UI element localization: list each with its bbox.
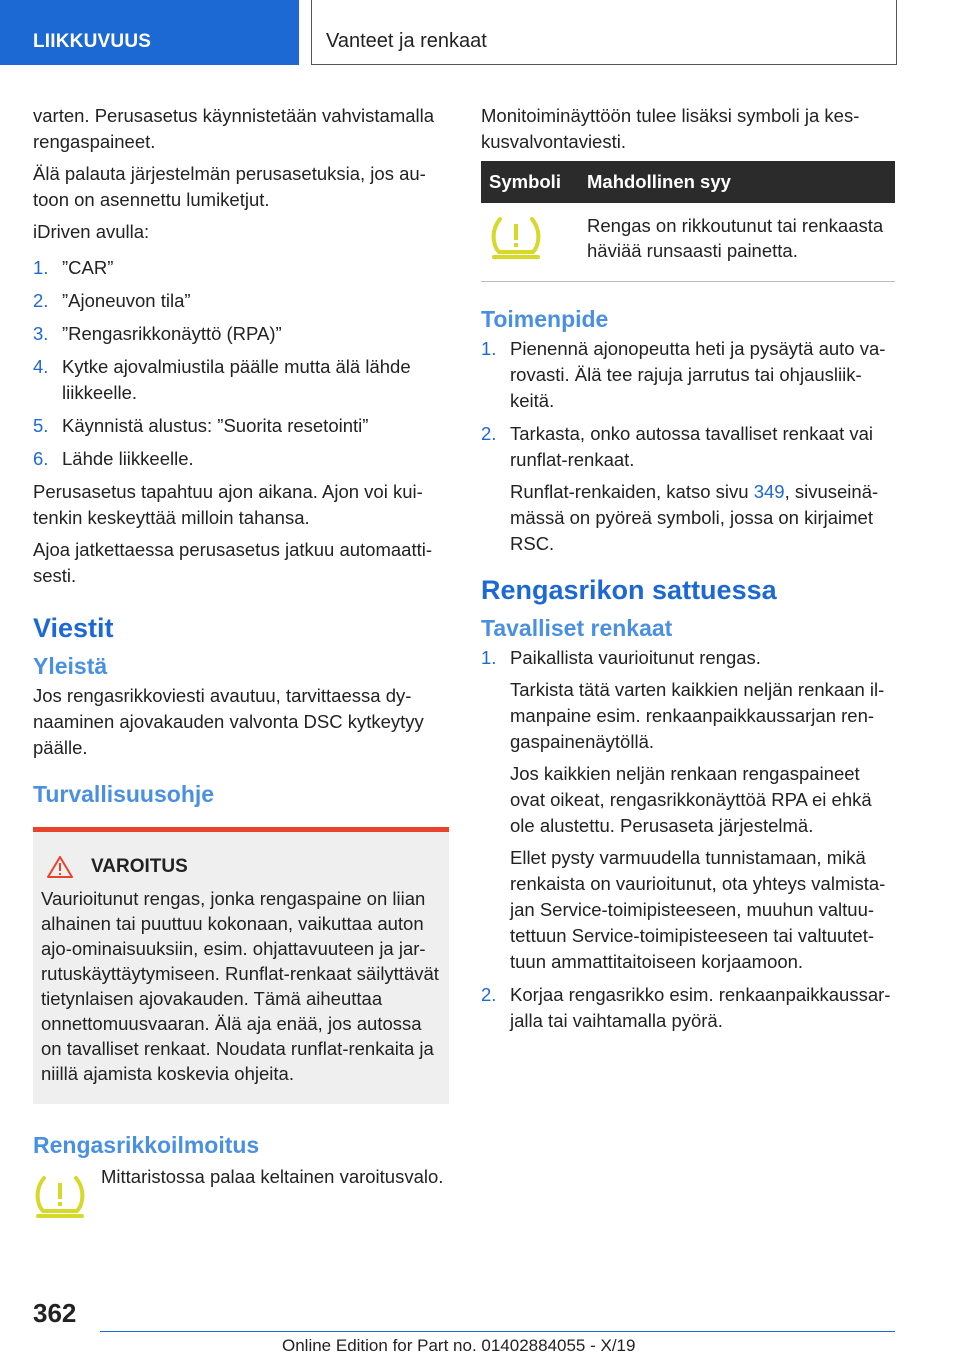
header-section-label: LIIKKUVUUS	[33, 31, 152, 52]
indicator-text: Mittaristossa palaa keltainen varoitusvalo.	[101, 1166, 444, 1187]
step-text: Pienennä ajonopeutta heti ja pysäytä auto varovasti. Älä tee rajuja jarrutus tai ohjausliikkeitä.	[510, 338, 886, 411]
list-item	[33, 354, 449, 406]
step-text: Käynnistä alustus: ”Suorita resetointi”	[62, 415, 369, 436]
list-item	[481, 982, 897, 1034]
step-subparagraph: Jos kaikkien neljän renkaan rengaspaineet ovat oikeat, rengasrikkonäyttöä RPA ei ehkä ole alustettu. Perusaseta järjestelmä.	[510, 763, 872, 836]
step-text: Lähde liikkeelle.	[62, 448, 194, 469]
heading-rengasrikon-sattuessa: Rengasrikon sattuessa	[481, 575, 777, 605]
subparagraph-text: Runflat-renkaiden, katso sivu	[510, 481, 754, 502]
step-number: 2.	[33, 290, 49, 311]
step-text: Paikallista vaurioitunut rengas.	[510, 647, 761, 668]
toimenpide-list	[481, 336, 897, 557]
warning-text: Vaurioitunut rengas, jonka rengaspaine on liian alhainen tai puuttuu kokonaan, vaikuttaa auton ajo-ominaisuuksiin, esim. ohjattavuuteen ja jarrutuskäyttäytymiseen. Runflat-renkaat säilyttävät tietynlaisen ajovakauden. Tämä aiheuttaa onnettomuusvaaran. Älä aja enää, jos autossa on tavalliset renkaat. Noudata runflat-renkaita ja niillä ajamista koskevia ohjeita.	[41, 888, 439, 1084]
list-item	[481, 421, 897, 557]
symbol-table	[481, 161, 895, 282]
idrive-steps-list	[33, 255, 449, 472]
list-item	[33, 255, 449, 281]
tire-pressure-warning-icon	[33, 1174, 87, 1218]
list-item	[33, 446, 449, 472]
table-cell-cause: Rengas on rikkoutunut tai renkaasta häviää runsaasti painetta.	[579, 203, 895, 282]
step-number: 5.	[33, 415, 49, 436]
warning-title: VAROITUS	[91, 856, 188, 877]
right-column	[481, 103, 897, 1041]
yleista-paragraph: Jos rengasrikkoviesti avautuu, tarvittaessa dynaaminen ajovakauden valvonta DSC kytkeytyy päälle.	[33, 685, 424, 758]
step-number: 6.	[33, 448, 49, 469]
table-header-symbol: Symboli	[481, 161, 579, 203]
step-text: Tarkasta, onko autossa tavalliset renkaat vai runflat-renkaat.	[510, 423, 873, 470]
heading-turvallisuusohje: Turvallisuusohje	[33, 781, 215, 807]
step-number: 4.	[33, 356, 49, 377]
right-intro-paragraph: Monitoiminäyttöön tulee lisäksi symboli ja keskusvalvontaviesti.	[481, 105, 860, 152]
footer-divider	[100, 1331, 895, 1332]
step-number: 3.	[33, 323, 49, 344]
table-cell-symbol	[481, 203, 579, 282]
intro-paragraph-1: varten. Perusasetus käynnistetään vahvistamalla rengaspaineet.	[33, 105, 435, 152]
step-text: ”Rengasrikkonäyttö (RPA)”	[62, 323, 282, 344]
list-item	[481, 336, 897, 414]
step-text: Kytke ajovalmiustila päälle mutta älä lähde liikkeelle.	[62, 356, 411, 403]
step-number: 1.	[481, 647, 497, 668]
step-number: 1.	[481, 338, 497, 359]
warning-triangle-icon	[47, 856, 73, 878]
after-paragraph-2: Ajoa jatkettaessa perusasetus jatkuu automaattisesti.	[33, 539, 433, 586]
step-subparagraph	[510, 479, 897, 557]
table-header-cause: Mahdollinen syy	[579, 161, 895, 203]
heading-yleista: Yleistä	[33, 653, 108, 679]
warning-box	[33, 827, 449, 1104]
list-item	[481, 645, 897, 975]
header-chapter-box	[311, 0, 897, 65]
step-subparagraph: Tarkista tätä varten kaikkien neljän renkaan ilmanpaine esim. renkaanpaikkaussarjan rengaspainenäytöllä.	[510, 679, 885, 752]
step-number: 1.	[33, 257, 49, 278]
heading-toimenpide: Toimenpide	[481, 306, 609, 332]
footer-edition-text: Online Edition for Part no. 01402884055 - X/19	[282, 1336, 636, 1355]
list-item	[33, 321, 449, 347]
table-header-row	[481, 161, 895, 203]
indicator-row	[33, 1162, 449, 1218]
step-subparagraph: Ellet pysty varmuudella tunnistamaan, mikä renkaista on vaurioitunut, ota yhteys valmistajan Service-toimipisteeseen, muuhun valtuutettuun Service-toimipisteeseen tai valtuutettuun ammattitaitoiseen korjaamoon.	[510, 847, 886, 972]
list-item	[33, 288, 449, 314]
table-row	[481, 203, 895, 282]
step-text: ”CAR”	[62, 257, 114, 278]
intro-paragraph-3: iDriven avulla:	[33, 221, 150, 242]
page-number: 362	[33, 1298, 77, 1328]
left-column	[33, 103, 449, 1218]
list-item	[33, 413, 449, 439]
header-section-tab	[0, 0, 299, 65]
tavalliset-list	[481, 645, 897, 1034]
step-number: 2.	[481, 423, 497, 444]
step-number: 2.	[481, 984, 497, 1005]
heading-rengasrikkoilmoitus: Rengasrikkoilmoitus	[33, 1132, 260, 1158]
page-link-349[interactable]: 349	[753, 481, 785, 502]
after-paragraph-1: Perusasetus tapahtuu ajon aikana. Ajon voi kuitenkin keskeyttää milloin tahansa.	[33, 481, 423, 528]
tire-pressure-warning-icon	[489, 215, 543, 259]
heading-viestit: Viestit	[33, 613, 114, 643]
step-text: ”Ajoneuvon tila”	[62, 290, 191, 311]
intro-paragraph-2: Älä palauta järjestelmän perusasetuksia, jos autoon on asennettu lumiketjut.	[33, 163, 426, 210]
subparagraph-text: , sivuseinämässä on pyöreä symboli, jossa on kirjaimet RSC.	[510, 481, 879, 554]
header-chapter-label: Vanteet ja renkaat	[326, 30, 487, 52]
heading-tavalliset-renkaat: Tavalliset renkaat	[481, 615, 673, 641]
step-text: Korjaa rengasrikko esim. renkaanpaikkaussarjalla tai vaihtamalla pyörä.	[510, 984, 891, 1031]
warning-title-row	[47, 854, 439, 880]
